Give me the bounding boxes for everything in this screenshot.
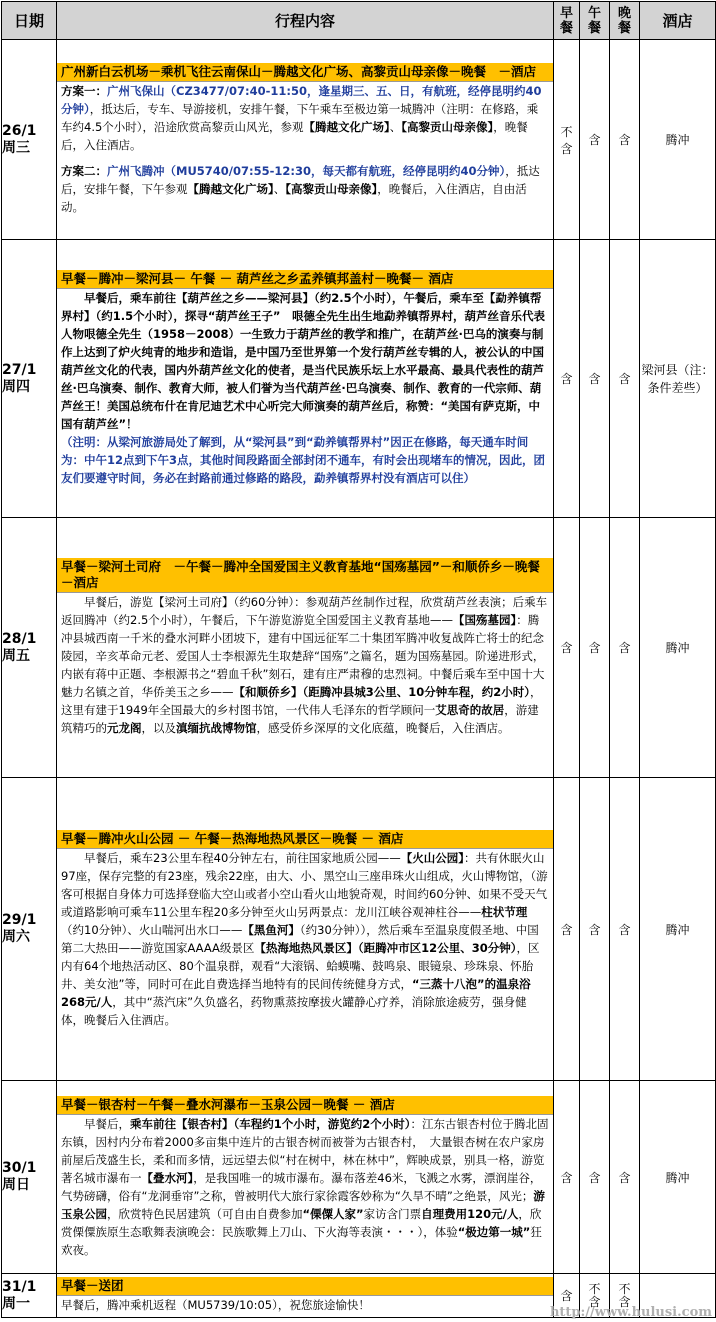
description-part: 自理费用120元/人: [421, 1206, 519, 1221]
day-date: 29/1: [2, 912, 37, 928]
description-part: ，游建筑精巧的: [61, 703, 539, 735]
description-part: ：共有休眠火山97座，保存完整的有23座，残余22座，由大、小、黑空山三座串珠火山组成，火山博物馆，（游客可根据自身体力可选择登临大空山或者小空山看火山地貌奇观，时间约60分钟、如果不受天气或道路影响可乘车11公里车程20多分钟至火山另两景点：龙川江峡谷观神柱谷——: [61, 850, 548, 919]
description-part: ，区内有64个地热活动区、80个温泉群，观看“大滚锅、蛤蟆嘴、鼓鸣泉、眼镜泉、珍珠泉、怀胎井、美女池”等，同时可在此自费选择当地特有的民间传统健身方式，: [61, 940, 540, 991]
breakfast-cell: 含: [554, 778, 580, 1081]
header-content: 行程内容: [57, 2, 554, 40]
description-part: “三蒸十八泡”的温泉浴268元/人: [61, 976, 531, 1009]
plan-one-flight: 广州飞保山（CZ3477/07:40-11:50，逢星期三、五、日，有航班，经停昆明约40分钟）: [61, 84, 542, 116]
plan-two-flight: 广州飞腾冲（MU5740/07:55-12:30，每天都有航班，经停昆明约40分钟）: [107, 164, 506, 178]
day-description: [57, 849, 553, 1029]
description-part: 【和顺侨乡】（距腾冲县城3公里、10分钟车程，约2小时）: [233, 685, 531, 699]
description-part: 早餐后，乘车前往【葫芦丝之乡——梁河县】（约2.5个小时），午餐后，乘车至: [84, 291, 484, 305]
day-date: 26/1: [2, 122, 37, 139]
description-part: 游玉泉公园: [61, 1188, 545, 1221]
description-part: ，感受侨乡深厚的文化底蕴，晚餐后，入住酒店。: [256, 721, 510, 735]
breakfast-cell: 含: [554, 1081, 580, 1274]
day-weekday: 周五: [2, 647, 30, 664]
day-description: 早餐后，腾冲乘机返程（MU5739/10:05），祝您旅途愉快！: [61, 1298, 370, 1312]
day-date-cell: [2, 1081, 57, 1274]
plan-one-end: ，晚餐后，入住酒店。: [61, 120, 528, 152]
day-description: [57, 1115, 553, 1259]
description-part: 早餐后，: [84, 1116, 130, 1131]
itinerary-table: [1, 1, 716, 1318]
description-part: ，欣赏特色民居建筑（可自由自费参加: [107, 1206, 303, 1221]
header-dinner: 晚 餐: [610, 2, 640, 40]
description-part: ，以及: [141, 721, 176, 735]
day-date-cell: [2, 240, 57, 518]
day-date-cell: [2, 778, 57, 1081]
description-part: 乘车前往【银杏村】（车程约1个小时，游览约2个小时）: [130, 1116, 411, 1131]
plan-two-sight2: 【高黎贡山母亲像】: [285, 182, 378, 196]
breakfast-cell: 含: [554, 240, 580, 518]
lunch-cell: 含: [580, 240, 610, 518]
dinner-cell: 不 含: [610, 1274, 640, 1318]
lunch-cell: 含: [580, 778, 610, 1081]
plan-two-text: ，抵达后，安排午餐，下午参观: [61, 164, 540, 196]
day-weekday: 周六: [2, 929, 30, 945]
description-part: 柱状节理: [481, 904, 528, 919]
description-part: 艾思奇的故居: [435, 703, 505, 717]
day-title: 早餐－送团: [57, 1277, 553, 1296]
description-part: 【黑鱼河】: [242, 922, 300, 937]
dinner-cell: 含: [610, 1081, 640, 1274]
plan-one-label: 方案一：: [61, 84, 107, 98]
description-part: 家访含门票: [363, 1206, 422, 1221]
description-part: 【国殇墓园】: [453, 613, 517, 627]
day-title: 广州新白云机场－乘机飞往云南保山－腾越文化广场、高黎贡山母亲像－晚餐 －酒店: [57, 63, 553, 82]
breakfast-cell: 不 含: [554, 40, 580, 240]
plan-two-end: ，晚餐后，入住酒店，自由活动。: [61, 182, 527, 214]
day-content: [57, 518, 554, 778]
header-hotel: 酒店: [640, 2, 716, 40]
day-row-5: [2, 1081, 716, 1274]
header-date: 日期: [2, 2, 57, 40]
day-description: [57, 593, 553, 737]
lunch-cell: 含: [580, 40, 610, 240]
description-part: ，是我国唯一的城市瀑布。瀑布落差46米，飞溅之水雾，漂润崖谷，气势磅礴，俗有“龙洞垂帘”之称，曾被明代大旅行家徐霞客妙称为“久旱不晴”之绝景，风光；: [61, 1170, 542, 1203]
plan-two: [57, 162, 553, 216]
hotel-cell: 腾冲: [640, 518, 716, 778]
hotel-cell: 腾冲: [640, 778, 716, 1081]
day-title: 早餐－银杏村－午餐－叠水河瀑布－玉泉公园－晚餐 － 酒店: [57, 1096, 553, 1115]
day-content: [57, 1274, 554, 1318]
description-part: 【火山公园】: [400, 850, 465, 865]
dinner-cell: 含: [610, 778, 640, 1081]
description-part: ：腾冲县城西南一千米的叠水河畔小团坡下，建有中国远征军二十集团军腾冲收复战阵亡将士的纪念陵园，辛亥革命元老、爱国人士李根源先生取楚辞“国殇”之篇名，题为国殇墓园。阶递进形式，内嵌有蒋中正题、李根源书之“碧血千秋”刻石，建有庄严肃穆的忠烈祠。中餐后乘车至中国十大魅力名镇之首，华侨美玉之乡——: [61, 613, 545, 699]
day-row-1: [2, 40, 716, 240]
day-title: 早餐－腾冲火山公园 － 午餐－热海地热风景区－晚餐 － 酒店: [57, 830, 553, 849]
description-part: （约30分钟）），然后乘车至温泉度假圣地、中国第二大热田——游览国家AAAA级景区: [61, 922, 539, 955]
day-date-cell: [2, 1274, 57, 1318]
lunch-cell: 含: [580, 1081, 610, 1274]
day-date-cell: [2, 518, 57, 778]
plan-one-sight2: 【高黎贡山母亲像】: [401, 120, 494, 134]
day-weekday: 周三: [2, 139, 30, 156]
watermark-url: http://www.hulusi.com: [549, 1305, 712, 1320]
lunch-cell: 不 含: [580, 1274, 610, 1318]
day-title: 早餐－腾冲－梁河县－ 午餐 － 葫芦丝之乡孟养镇邦盖村－晚餐－ 酒店: [57, 270, 553, 289]
day-description: [57, 289, 553, 433]
description-part: 【热海地热风景区】（距腾冲市区12公里、30分钟）: [254, 940, 517, 955]
header-breakfast: 早 餐: [554, 2, 580, 40]
description-part: 狂欢夜。: [61, 1224, 542, 1257]
lunch-cell: 含: [580, 518, 610, 778]
plan-one-sep: 、: [389, 120, 402, 134]
dinner-cell: 含: [610, 518, 640, 778]
description-part: “极边第一城”: [457, 1224, 531, 1239]
description-part: （约10分钟）、火山喘河出水口——: [61, 922, 243, 937]
day-content: [57, 778, 554, 1081]
plan-one-text: ，抵达后，专车、导游接机，安排午餐，下午乘车至极边第一城腾冲（注明：在修路，乘车约4.5个小时），沿途欣赏高黎贡山风光，参观: [61, 102, 539, 134]
plan-one: [57, 82, 553, 154]
day-note: （注明：从梁河旅游局处了解到，从“梁河县”到“勐养镇帮界村”因正在修路，每天通车时间为：中午12点到下午3点，其他时间段路面全部封闭不通车，有时会出现堵车的情况，因此，团友们要遵守时间，务必在封路前通过修路的路段，勐养镇帮界村没有酒店可以住）: [61, 435, 546, 485]
day-title: 早餐－梁河土司府 －午餐－腾冲全国爱国主义教育基地“国殇墓园”－和顺侨乡－晚餐－酒店: [57, 558, 553, 593]
header-row: [2, 2, 716, 40]
day-weekday: 周日: [2, 1177, 30, 1193]
dinner-cell: 含: [610, 240, 640, 518]
description-part: 早餐后，游览【梁河土司府】（约60分钟）：参观葫芦丝制作过程，欣赏葫芦丝表演；后乘车返回腾冲（约2.5个小时），午餐后，下午游览游览全国爱国主义教育基地——: [61, 595, 548, 627]
description-part: “傈僳人家”: [302, 1206, 364, 1221]
day-weekday: 周一: [2, 1295, 30, 1312]
description-part: ：江东古银杏村位于腾北固东镇，因村内分布着2000多亩集中连片的古银杏树而被誉为古银杏村， 大量银杏树在农户家房前屋后茂盛生长，柔和而多情，远远望去似“村在树中，林在林中”，辉映成景，别具一格，游览著名城市瀑布一: [61, 1116, 549, 1185]
description-part: 早餐后，乘车23公里车程40分钟左右，前往国家地质公园——: [84, 850, 401, 865]
breakfast-cell: 含: [554, 518, 580, 778]
description-part: ，这里有建于1949年全国最大的乡村图书馆，一代伟人毛泽东的哲学顾问一: [61, 685, 542, 717]
day-row-3: [2, 518, 716, 778]
breakfast-cell: 含: [554, 1274, 580, 1318]
dinner-cell: 含: [610, 40, 640, 240]
description-part: 【叠水河】: [141, 1170, 194, 1185]
header-lunch: 午 餐: [580, 2, 610, 40]
description-part: ，其中“蒸汽床”久负盛名，药物熏蒸按摩拔火罐静心疗养，消除旅途疲劳，强身健体，晚餐后入住酒店。: [61, 994, 527, 1027]
day-date: 28/1: [2, 630, 37, 647]
day-date-cell: [2, 40, 57, 240]
day-content: [57, 1081, 554, 1274]
day-row-2: [2, 240, 716, 518]
description-part: 元龙阁: [107, 721, 142, 735]
plan-one-sight1: 【腾越文化广场】: [303, 120, 390, 134]
day-date: 31/1: [2, 1278, 37, 1295]
day-content: [57, 240, 554, 518]
plan-two-label: 方案二：: [61, 164, 107, 178]
hotel-cell: 梁河县（注：条件差些）: [640, 240, 716, 518]
day-weekday: 周四: [2, 378, 30, 395]
plan-two-sep: 、: [273, 182, 286, 196]
day-date: 30/1: [2, 1160, 37, 1176]
description-part: 【勐养镇帮界村】（约1.5个小时），探寻“葫芦丝王子” 哏德全先生出生地勐养镇帮界村，葫芦丝音乐代表人物哏德全先生（1958－2008）一生致力于葫芦丝的教学和推广，在葫芦丝·巴乌的演奏与制作上达到了炉火纯青的地步和造诣，是中国乃至世界第一个发行葫芦丝专辑的人，被公认的中国葫芦丝文化的代表，国内外葫芦丝文化的使者，是当代民族乐坛上水平最高、最具代表性的葫芦丝·巴乌演奏、制作、教育大师，被人们誉为当代葫芦丝·巴乌演奏、制作、教育的一代宗师、葫芦丝王！美国总统布什在肯尼迪艺术中心听完大师演奏的葫芦丝后，称赞：“美国有萨克斯，中国有葫芦丝”！: [61, 291, 545, 431]
day-content: [57, 40, 554, 240]
hotel-cell: 腾冲: [640, 40, 716, 240]
description-part: 滇缅抗战博物馆: [176, 721, 257, 735]
day-date: 27/1: [2, 361, 37, 378]
plan-two-sight1: 【腾越文化广场】: [187, 182, 274, 196]
description-part: ，欣赏傈僳族原生态歌舞表演晚会：民族歌舞上刀山、下火海等表演・・・），体验: [61, 1206, 542, 1239]
day-row-4: [2, 778, 716, 1081]
hotel-cell: 腾冲: [640, 1081, 716, 1274]
